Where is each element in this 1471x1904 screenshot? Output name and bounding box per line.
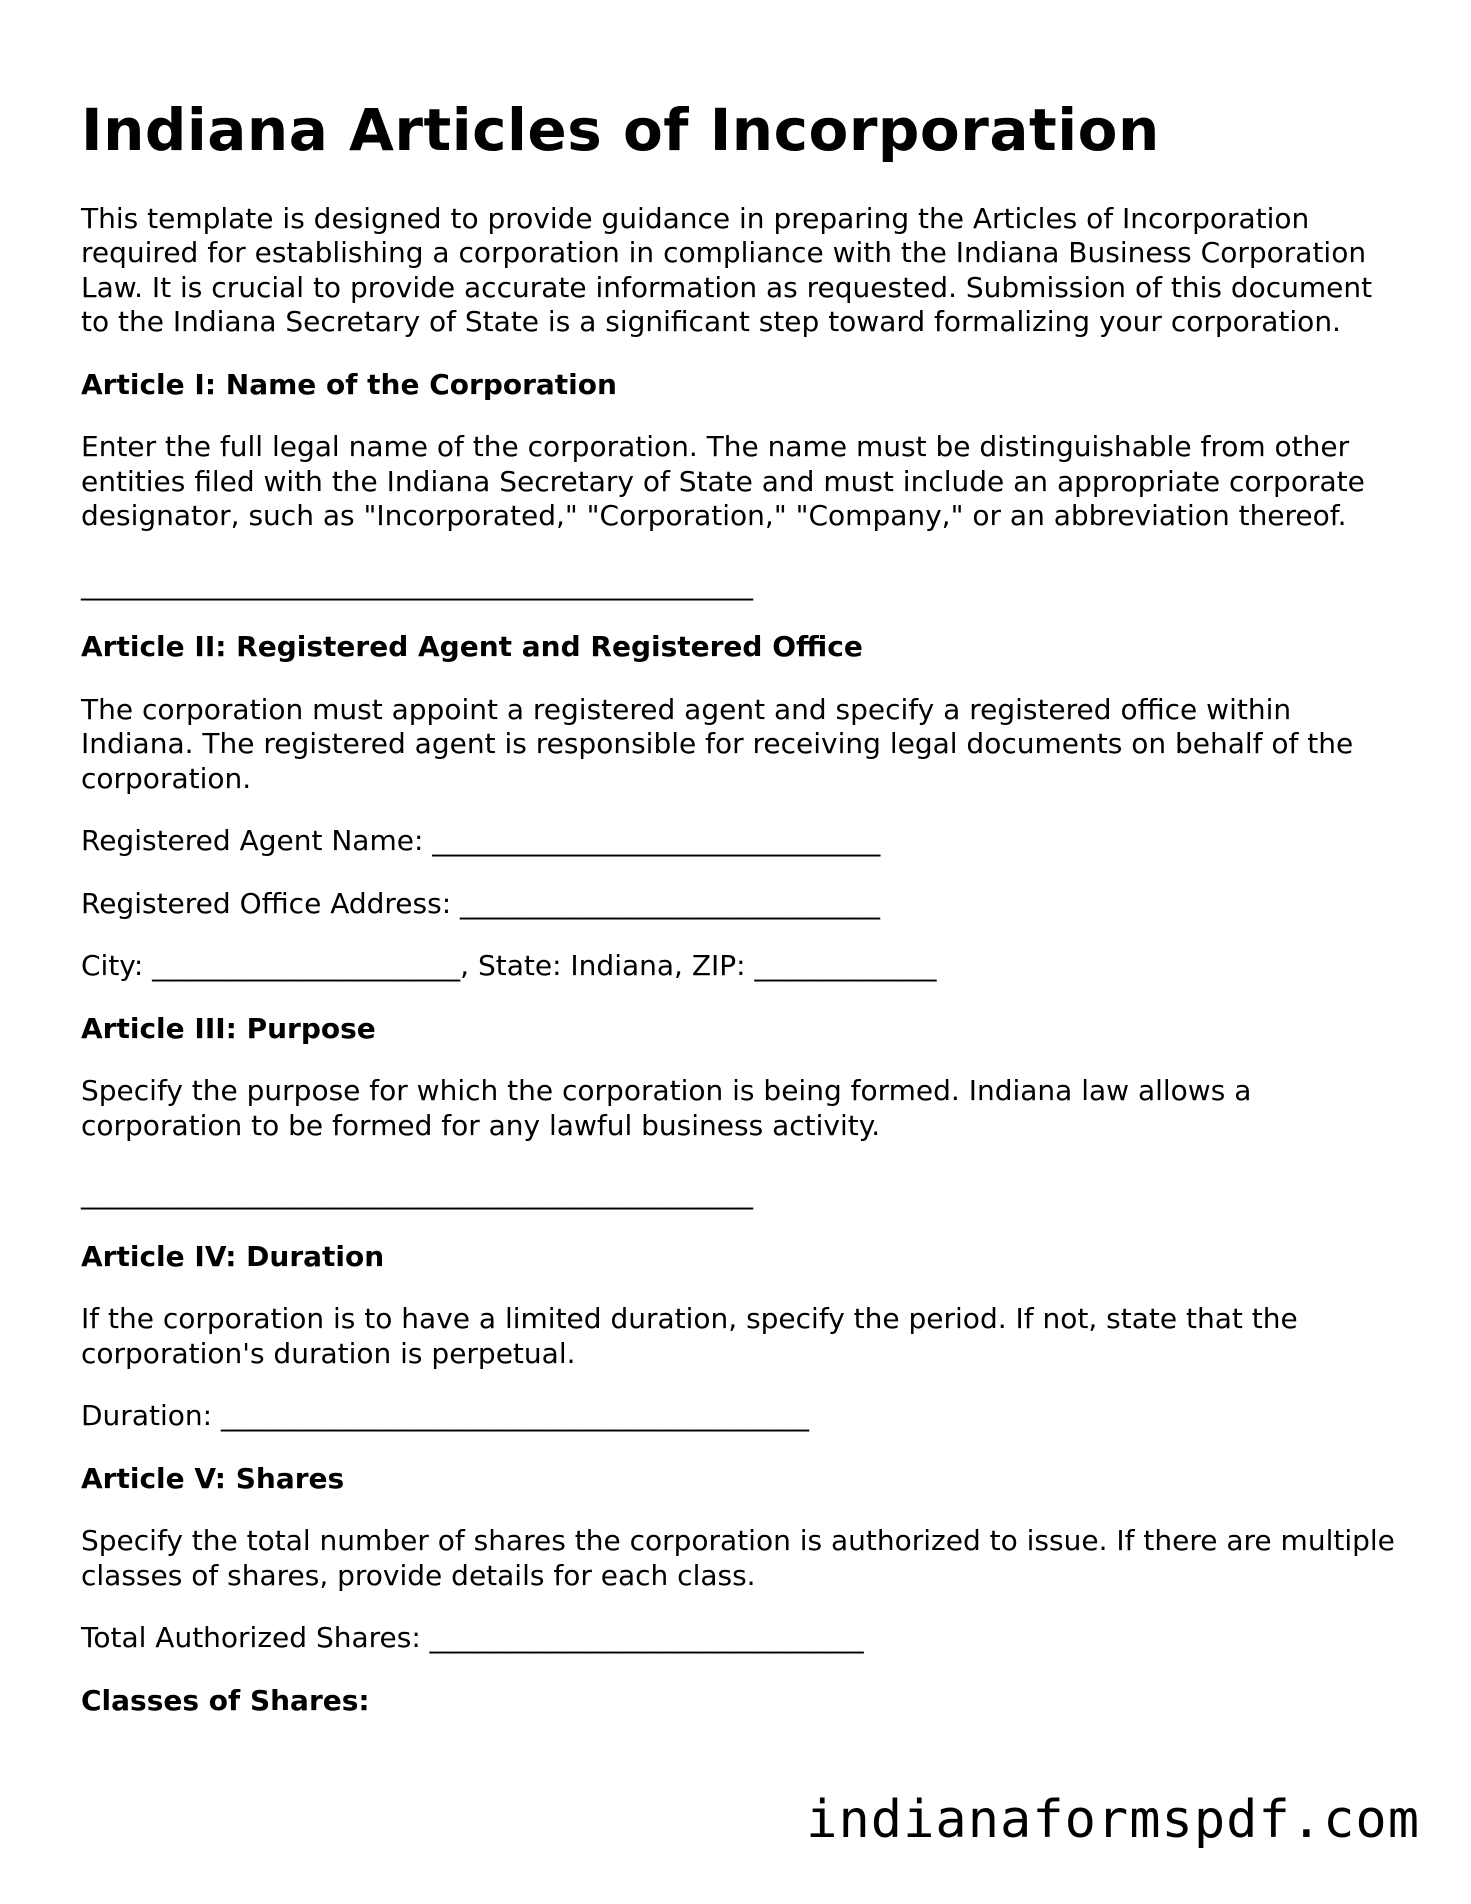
article-2-body: The corporation must appoint a registered agent and specify a registered office within Indiana. The registered agent is responsible for receiving legal documents on behalf of the corporation. [81, 692, 1354, 795]
document-page [81, 96, 1401, 1746]
duration-field[interactable]: Duration: __________________________________________ [81, 1399, 809, 1433]
purpose-blank[interactable]: ________________________________________________ [81, 1177, 753, 1211]
watermark: indianaformspdf.com [806, 1790, 1420, 1850]
article-5-body: Specify the total number of shares the corporation is authorized to issue. If there are multiple classes of shares, provide details for each class. [81, 1524, 1395, 1592]
intro-paragraph: This template is designed to provide guidance in preparing the Articles of Incorporation required for establishing a corporation in compliance with the Indiana Business Corporation Law. It is crucial to provide accurate information as requested. Submission of this document to the Indiana Secretary of State is a significant step toward formalizing your corporation. [81, 201, 1373, 339]
article-4-heading: Article IV: Duration [81, 1239, 385, 1273]
total-authorized-shares-field[interactable]: Total Authorized Shares: _______________________________ [81, 1621, 864, 1655]
registered-office-address-field[interactable]: Registered Office Address: ______________________________ [81, 886, 881, 920]
article-4-body: If the corporation is to have a limited duration, specify the period. If not, state that the corporation's duration is perpetual. [81, 1302, 1298, 1370]
corporation-name-blank[interactable]: ________________________________________________ [81, 567, 753, 601]
article-1-body: Enter the full legal name of the corporation. The name must be distinguishable from other entities filed with the Indiana Secretary of State and must include an appropriate corporate designator, such as "Incorporated," "Corporation," "Company," or an abbreviation thereof. [81, 430, 1365, 533]
article-3-heading: Article III: Purpose [81, 1011, 376, 1045]
article-2-heading: Article II: Registered Agent and Registered Office [81, 630, 863, 664]
article-1-heading: Article I: Name of the Corporation [81, 367, 617, 401]
city-state-zip-field[interactable]: City: ______________________, State: Indiana, ZIP: _____________ [81, 949, 937, 983]
document-title: Indiana Articles of Incorporation [81, 96, 1160, 164]
article-5-heading: Article V: Shares [81, 1461, 345, 1495]
classes-of-shares-heading: Classes of Shares: [81, 1683, 370, 1717]
article-3-body: Specify the purpose for which the corporation is being formed. Indiana law allows a corporation to be formed for any lawful business activity. [81, 1074, 1252, 1142]
registered-agent-name-field[interactable]: Registered Agent Name: ________________________________ [81, 824, 881, 858]
